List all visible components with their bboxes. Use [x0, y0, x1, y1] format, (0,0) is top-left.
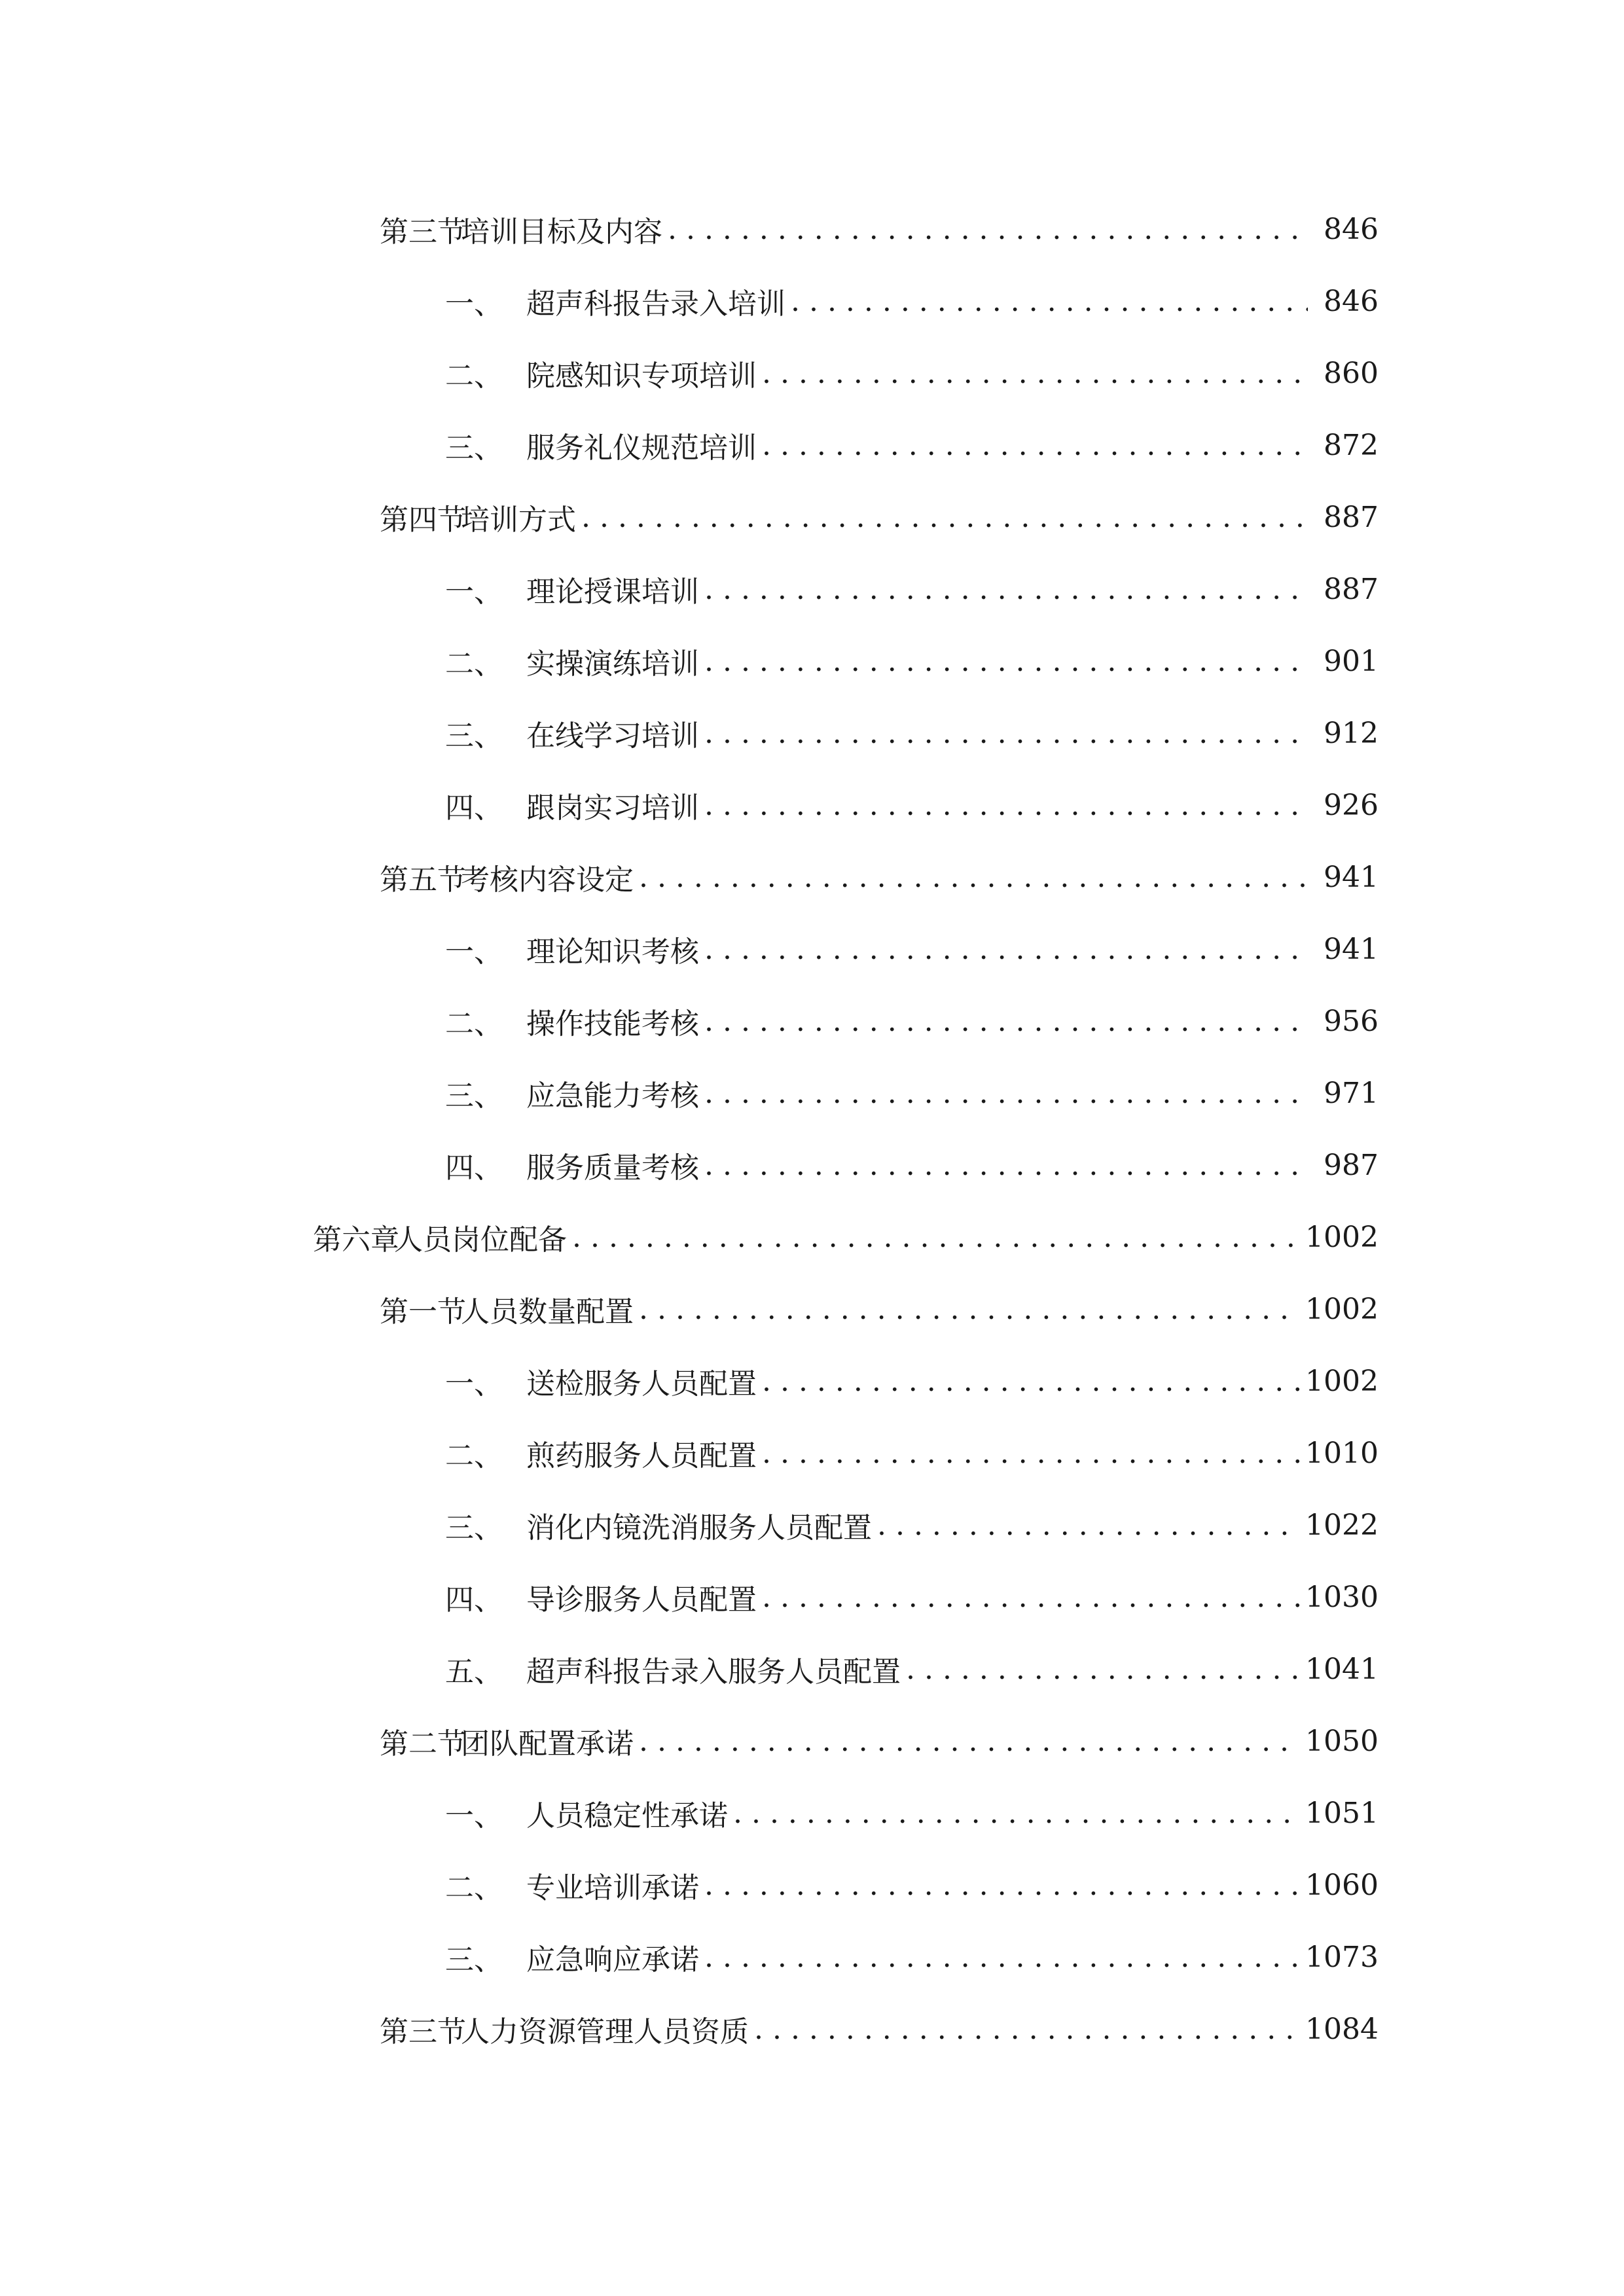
- toc-entry-label: 人员稳定性承诺: [526, 1799, 728, 1833]
- toc-entry-title: [445, 280, 785, 322]
- toc-entry-page: 1030: [1305, 1580, 1379, 1614]
- toc-entry-subsection[interactable]: [445, 707, 1379, 759]
- toc-entry-label: 应急响应承诺: [526, 1943, 699, 1977]
- toc-leader-dots: [762, 1365, 1300, 1398]
- toc-entry-number: 三、: [445, 1079, 503, 1113]
- toc-entry-title: [445, 784, 699, 826]
- toc-leader-dots: [791, 285, 1308, 318]
- toc-entry-title: [445, 1648, 901, 1690]
- toc-entry-title: [445, 640, 699, 682]
- toc-leader-dots: [733, 1797, 1300, 1830]
- toc-entry-page: 1051: [1305, 1796, 1379, 1830]
- toc-entry-title: [445, 568, 699, 610]
- toc-entry-label: 人力资源管理人员资质: [461, 2015, 749, 2049]
- toc-entry-label: 超声科报告录入服务人员配置: [526, 1655, 901, 1689]
- toc-entry-page: 926: [1324, 788, 1379, 822]
- toc-entry-page: 912: [1324, 716, 1379, 750]
- toc-entry-page: 887: [1324, 500, 1379, 534]
- toc-entry-number: 四、: [445, 1583, 503, 1617]
- toc-leader-dots: [704, 1077, 1308, 1110]
- toc-entry-subsection[interactable]: [445, 1643, 1379, 1695]
- toc-leader-dots: [906, 1653, 1300, 1686]
- toc-entry-label: 理论知识考核: [526, 935, 699, 969]
- toc-entry-page: 987: [1324, 1148, 1379, 1182]
- toc-leader-dots: [639, 1725, 1300, 1758]
- toc-leader-dots: [704, 1869, 1300, 1902]
- toc-entry-subsection[interactable]: [445, 563, 1379, 615]
- toc-leader-dots: [704, 645, 1308, 678]
- toc-entry-page: 1002: [1305, 1220, 1379, 1254]
- toc-entry-subsection[interactable]: [445, 1427, 1379, 1479]
- toc-entry-section[interactable]: [380, 203, 1379, 255]
- toc-entry-page: 956: [1324, 1004, 1379, 1038]
- toc-entry-number: 第五节: [380, 863, 466, 897]
- toc-entry-label: 超声科报告录入培训: [526, 287, 785, 321]
- toc-entry-page: 887: [1324, 572, 1379, 606]
- toc-entry-subsection[interactable]: [445, 635, 1379, 687]
- toc-entry-title: [445, 1360, 757, 1402]
- toc-entry-page: 1084: [1305, 2012, 1379, 2046]
- toc-entry-title: [445, 1504, 872, 1546]
- toc-entry-label: 培训目标及内容: [461, 215, 662, 249]
- toc-entry-number: 三、: [445, 719, 503, 753]
- toc-entry-label: 跟岗实习培训: [526, 791, 699, 825]
- toc-entry-title: [380, 1720, 634, 1762]
- toc-entry-number: 四、: [445, 1151, 503, 1185]
- toc-entry-title: [313, 1216, 567, 1258]
- toc-entry-number: 三、: [445, 1943, 503, 1977]
- toc-entry-subsection[interactable]: [445, 1355, 1379, 1407]
- toc-entry-title: [380, 496, 576, 538]
- toc-entry-number: 二、: [445, 647, 503, 681]
- toc-entry-label: 院感知识专项培训: [526, 359, 757, 393]
- toc-entry-section[interactable]: [380, 2003, 1379, 2055]
- toc-leader-dots: [704, 1941, 1300, 1974]
- toc-entry-page: 846: [1324, 212, 1379, 246]
- toc-leader-dots: [877, 1509, 1300, 1542]
- toc-entry-label: 人员数量配置: [461, 1295, 634, 1329]
- toc-entry-page: 1022: [1305, 1508, 1379, 1542]
- toc-entry-subsection[interactable]: [445, 1067, 1379, 1119]
- toc-entry-subsection[interactable]: [445, 1859, 1379, 1911]
- toc-entry-number: 一、: [445, 287, 503, 321]
- toc-entry-page: 1060: [1305, 1868, 1379, 1902]
- toc-entry-number: 四、: [445, 791, 503, 825]
- toc-entry-section[interactable]: [380, 491, 1379, 543]
- toc-entry-label: 考核内容设定: [461, 863, 634, 897]
- toc-entry-title: [445, 1144, 699, 1186]
- toc-leader-dots: [704, 717, 1308, 750]
- toc-leader-dots: [572, 1221, 1300, 1254]
- toc-entry-subsection[interactable]: [445, 923, 1379, 975]
- toc-leader-dots: [704, 1005, 1308, 1038]
- toc-entry-label: 操作技能考核: [526, 1007, 699, 1041]
- toc-entry-label: 应急能力考核: [526, 1079, 699, 1113]
- toc-entry-page: 1002: [1305, 1292, 1379, 1326]
- toc-leader-dots: [762, 1581, 1300, 1614]
- toc-leader-dots: [639, 1293, 1300, 1326]
- toc-entry-section[interactable]: [380, 1283, 1379, 1335]
- toc-entry-page: 872: [1324, 428, 1379, 462]
- toc-entry-subsection[interactable]: [445, 779, 1379, 831]
- toc-entry-number: 三、: [445, 431, 503, 465]
- toc-entry-subsection[interactable]: [445, 275, 1379, 327]
- toc-entry-title: [445, 1072, 699, 1114]
- toc-entry-title: [445, 1432, 757, 1474]
- toc-entry-title: [380, 208, 662, 250]
- toc-entry-page: 1010: [1305, 1436, 1379, 1470]
- toc-entry-number: 第一节: [380, 1295, 466, 1329]
- toc-entry-title: [445, 1576, 757, 1618]
- toc-entry-title: [445, 424, 757, 466]
- toc-entry-label: 煎药服务人员配置: [526, 1439, 757, 1473]
- toc-entry-label: 专业培训承诺: [526, 1871, 699, 1905]
- toc-leader-dots: [704, 573, 1308, 606]
- toc-entry-number: 一、: [445, 1367, 503, 1401]
- toc-entry-number: 第三节: [380, 2015, 466, 2049]
- toc-entry-page: 1041: [1305, 1652, 1379, 1686]
- toc-entry-number: 第四节: [380, 503, 466, 537]
- toc-entry-subsection[interactable]: [445, 1499, 1379, 1551]
- toc-entry-number: 一、: [445, 575, 503, 609]
- toc-entry-subsection[interactable]: [445, 419, 1379, 471]
- toc-leader-dots: [581, 501, 1308, 534]
- toc-entry-page: 971: [1324, 1076, 1379, 1110]
- toc-entry-label: 导诊服务人员配置: [526, 1583, 757, 1617]
- toc-entry-page: 1073: [1305, 1940, 1379, 1974]
- toc-leader-dots: [668, 213, 1308, 246]
- toc-entry-page: 846: [1324, 284, 1379, 318]
- toc-entry-label: 服务礼仪规范培训: [526, 431, 757, 465]
- toc-entry-page: 901: [1324, 644, 1379, 678]
- toc-entry-title: [445, 1792, 728, 1834]
- toc-entry-chapter[interactable]: [313, 1211, 1379, 1263]
- toc-entry-label: 服务质量考核: [526, 1151, 699, 1185]
- toc-entry-number: 五、: [445, 1655, 503, 1689]
- toc-entry-section[interactable]: [380, 851, 1379, 903]
- toc-entry-number: 第二节: [380, 1727, 466, 1761]
- toc-entry-subsection[interactable]: [445, 1787, 1379, 1839]
- toc-entry-number: 第三节: [380, 215, 466, 249]
- toc-entry-subsection[interactable]: [445, 1931, 1379, 1983]
- toc-entry-title: [380, 2008, 749, 2050]
- toc-leader-dots: [639, 861, 1308, 894]
- toc-entry-page: 941: [1324, 932, 1379, 966]
- toc-entry-title: [445, 352, 757, 394]
- toc-entry-title: [445, 928, 699, 970]
- toc-entry-title: [445, 712, 699, 754]
- toc-entry-number: 三、: [445, 1511, 503, 1545]
- toc-entry-page: 941: [1324, 860, 1379, 894]
- toc-entry-title: [445, 1864, 699, 1906]
- toc-leader-dots: [704, 933, 1308, 966]
- toc-entry-number: 第六章: [313, 1223, 399, 1257]
- toc-entry-subsection[interactable]: [445, 995, 1379, 1047]
- toc-entry-label: 消化内镜洗消服务人员配置: [526, 1511, 872, 1545]
- toc-entry-number: 一、: [445, 935, 503, 969]
- toc-entry-number: 二、: [445, 1439, 503, 1473]
- toc-leader-dots: [754, 2013, 1300, 2046]
- toc-entry-label: 在线学习培训: [526, 719, 699, 753]
- toc-entry-title: [445, 1936, 699, 1978]
- toc-entry-number: 一、: [445, 1799, 503, 1833]
- toc-leader-dots: [704, 789, 1308, 822]
- toc-entry-label: 人员岗位配备: [394, 1223, 567, 1257]
- toc-entry-label: 理论授课培训: [526, 575, 699, 609]
- toc-leader-dots: [762, 1437, 1300, 1470]
- toc-entry-label: 送检服务人员配置: [526, 1367, 757, 1401]
- toc-entry-title: [445, 1000, 699, 1042]
- toc-entry-page: 1050: [1305, 1724, 1379, 1758]
- toc-entry-section[interactable]: [380, 1715, 1379, 1767]
- toc-entry-label: 培训方式: [461, 503, 576, 537]
- toc-entry-label: 实操演练培训: [526, 647, 699, 681]
- toc-leader-dots: [762, 429, 1308, 462]
- toc-entry-page: 1002: [1305, 1364, 1379, 1398]
- toc-entry-page: 860: [1324, 356, 1379, 390]
- toc-entry-number: 二、: [445, 1871, 503, 1905]
- toc-leader-dots: [762, 357, 1308, 390]
- toc-entry-label: 团队配置承诺: [461, 1727, 634, 1761]
- toc-entry-title: [380, 856, 634, 898]
- toc-entry-title: [380, 1288, 634, 1330]
- toc-entry-subsection[interactable]: [445, 1139, 1379, 1191]
- toc-entry-number: 二、: [445, 1007, 503, 1041]
- toc-entry-subsection[interactable]: [445, 1571, 1379, 1623]
- toc-entry-number: 二、: [445, 359, 503, 393]
- toc-leader-dots: [704, 1149, 1308, 1182]
- toc-entry-subsection[interactable]: [445, 347, 1379, 399]
